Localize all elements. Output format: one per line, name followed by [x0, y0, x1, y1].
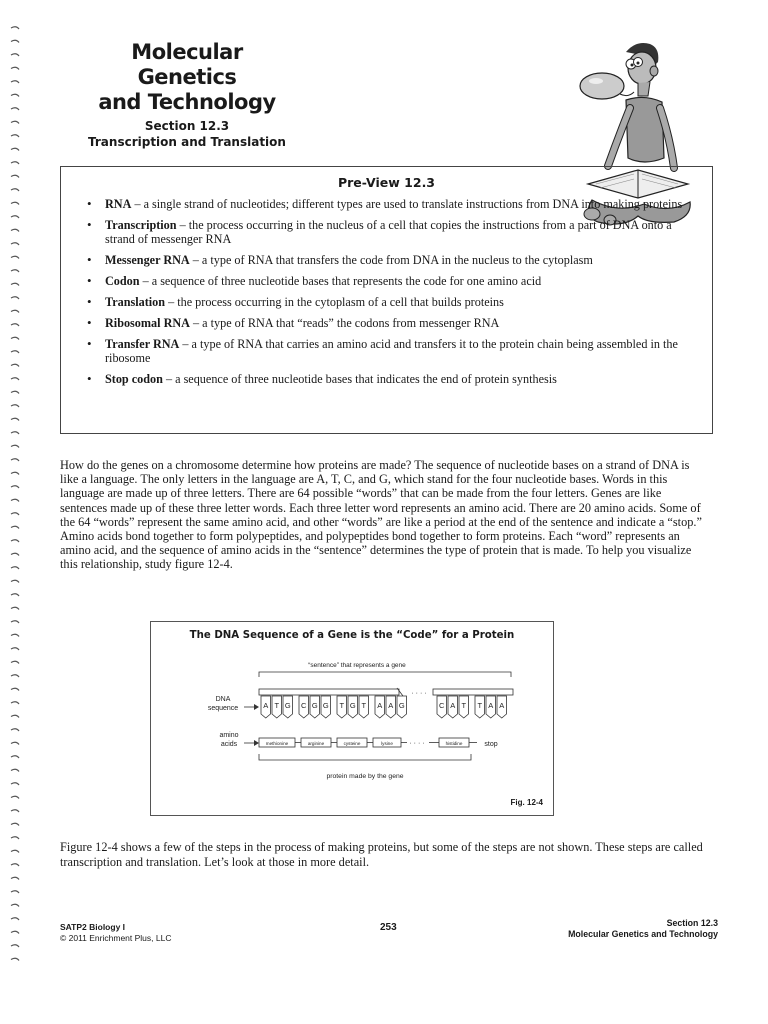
- preview-item-translation: [87, 295, 687, 309]
- definition: – a type of RNA that carries an amino acid and transfers it to the protein chain being assembled in the ribosome: [105, 337, 678, 365]
- spiral-coil: [11, 324, 19, 326]
- spiral-coil: [11, 580, 19, 582]
- dna-base-letter: C: [439, 701, 445, 710]
- preview-item-ribosomal-rna: [87, 316, 687, 330]
- dna-base-letter: T: [461, 701, 467, 710]
- amino-acid-chain: [259, 738, 477, 747]
- preview-item-rna: [87, 197, 687, 211]
- spiral-coil: [11, 715, 19, 717]
- footer-copyright: © 2011 Enrichment Plus, LLC: [60, 933, 172, 943]
- figure-12-4: [150, 621, 554, 816]
- dna-base-letter: T: [274, 701, 280, 710]
- spiral-coil: [11, 54, 19, 56]
- dna-base-letter: A: [450, 701, 456, 710]
- term: Codon: [105, 274, 140, 288]
- amino-arrowhead: [254, 740, 259, 746]
- definition: – a type of RNA that “reads” the codons from messenger RNA: [189, 316, 500, 330]
- sentence-bracket: [259, 672, 511, 677]
- preview-list: [87, 197, 687, 393]
- dna-base-letter: T: [477, 701, 483, 710]
- amino-acid-name: cysteine: [343, 741, 361, 746]
- definition: – a sequence of three nucleotide bases that represents the code for one amino acid: [139, 274, 542, 288]
- term: RNA: [105, 197, 132, 211]
- spiral-coil: [11, 121, 19, 123]
- spiral-coil: [11, 904, 19, 906]
- spiral-coil: [11, 769, 19, 771]
- spiral-coil: [11, 742, 19, 744]
- dna-base-letter: A: [499, 701, 505, 710]
- sentence-label: “sentence” that represents a gene: [308, 662, 406, 669]
- amino-ellipsis: · · · ·: [409, 740, 425, 747]
- dna-base-letter: G: [284, 701, 291, 710]
- spiral-coil: [11, 445, 19, 447]
- definition: – a single strand of nucleotides; different types are used to translate instructions from DNA into making proteins: [131, 197, 683, 211]
- spiral-coil: [11, 432, 19, 434]
- spiral-coil: [11, 243, 19, 245]
- amino-label-line2: acids: [220, 741, 238, 748]
- body-paragraph: How do the genes on a chromosome determine how proteins are made? The sequence of nucleotide bases on a strand of DNA is like a language. The only letters in the language are A, T, C, and G, which stand for the four nucleotide bases. Words in this language are made up of three letters. There are 64 possible “words” that can be made from the four letters. Genes are like sentences made up of these three letter words. Each three letter word represents an amino acid. There are 20 amino acids. Some of the 64 “words” represent the same amino acid, and other “words” are like a period at the end of the sentence and indicate a “stop.” Amino acids bond together to form polypeptides, and polypeptides bond together to form proteins. Each “word” represents an amino acid, and the sequence of amino acids in the “sentence” determines the type of protein that is made. To help you visualize this relationship, study figure 12-4.: [60, 458, 702, 572]
- spiral-coil: [11, 567, 19, 569]
- spiral-coil: [11, 364, 19, 366]
- preview-item-codon: [87, 274, 687, 288]
- spiral-coil: [11, 351, 19, 353]
- spiral-coil: [11, 945, 19, 947]
- spiral-coil: [11, 405, 19, 407]
- title-block: [82, 40, 292, 149]
- spiral-coil: [11, 648, 19, 650]
- spiral-coil: [11, 256, 19, 258]
- preview-item-transcription: [87, 218, 687, 246]
- dna-base-letter: G: [322, 701, 329, 710]
- dna-base-letter: C: [301, 701, 307, 710]
- dna-label-line1: DNA: [215, 696, 231, 703]
- preview-item-transfer-rna: [87, 337, 687, 365]
- amino-acid-name: arginine: [307, 741, 325, 746]
- amino-acid-name: methionine: [265, 741, 289, 746]
- term: Translation: [105, 295, 166, 309]
- stop-label: stop: [484, 741, 498, 748]
- spiral-coil: [11, 40, 19, 42]
- spiral-coil: [11, 283, 19, 285]
- closing-paragraph: Figure 12-4 shows a few of the steps in the process of making proteins, but some of the steps are not shown. These steps are called transcription and translation. Let’s look at those in more detail.: [60, 840, 703, 869]
- spiral-coil: [11, 189, 19, 191]
- dna-base-letter: A: [263, 701, 269, 710]
- amino-label-line1: amino: [219, 732, 239, 739]
- dna-ellipsis: · · · ·: [411, 690, 427, 697]
- dna-base-letter: A: [377, 701, 383, 710]
- spiral-coil: [11, 94, 19, 96]
- preview-heading: Pre-View 12.3: [337, 175, 436, 190]
- spiral-coil: [11, 891, 19, 893]
- protein-bracket: [259, 754, 471, 760]
- definition: – the process occurring in the cytoplasm of a cell that builds proteins: [165, 295, 504, 309]
- spiral-coil: [11, 270, 19, 272]
- spiral-coil: [11, 459, 19, 461]
- spiral-coil: [11, 135, 19, 137]
- spiral-coil: [11, 702, 19, 704]
- dna-base-letter: G: [311, 701, 318, 710]
- term: Ribosomal RNA: [105, 316, 190, 330]
- dna-arrowhead: [254, 704, 259, 710]
- spiral-coil: [11, 621, 19, 623]
- spiral-coil: [11, 391, 19, 393]
- spiral-coil: [11, 661, 19, 663]
- dna-base-letter: T: [339, 701, 345, 710]
- dna-backbone-left: [259, 689, 399, 695]
- spiral-coil: [11, 877, 19, 879]
- spiral-coil: [11, 229, 19, 231]
- figure-caption: Fig. 12-4: [510, 798, 543, 807]
- dna-base-letter: A: [488, 701, 494, 710]
- definition: – a sequence of three nucleotide bases that indicates the end of protein synthesis: [162, 372, 557, 386]
- spiral-coil: [11, 634, 19, 636]
- spiral-coil: [11, 216, 19, 218]
- term: Stop codon: [105, 372, 163, 386]
- spiral-coil: [11, 540, 19, 542]
- page-number: 253: [380, 922, 397, 933]
- spiral-coil: [11, 607, 19, 609]
- spiral-coil: [11, 931, 19, 933]
- definition: – the process occurring in the nucleus of a cell that copies the instructions from a part of DNA onto a strand of messenger RNA: [105, 218, 672, 246]
- footer-right: [568, 918, 718, 940]
- spiral-coil: [11, 27, 19, 29]
- page-title-line1: Molecular Genetics: [131, 40, 243, 89]
- footer-section: Section 12.3: [666, 918, 718, 928]
- dna-bases-left: [261, 696, 407, 718]
- spiral-coil: [11, 162, 19, 164]
- spiral-coil: [11, 499, 19, 501]
- amino-acid-name: lysine: [381, 741, 393, 746]
- spiral-coil: [11, 756, 19, 758]
- spiral-coil: [11, 783, 19, 785]
- dna-backbone-right: [433, 689, 513, 695]
- dna-base-letter: T: [361, 701, 367, 710]
- dna-sequence-diagram: [151, 622, 553, 815]
- spiral-coil: [11, 472, 19, 474]
- spiral-coil: [11, 175, 19, 177]
- preview-item-stop-codon: [87, 372, 687, 386]
- spiral-coil: [11, 958, 19, 960]
- figure-title: The DNA Sequence of a Gene is the “Code” for a Protein: [189, 630, 515, 641]
- definition: – a type of RNA that transfers the code from DNA in the nucleus to the cytoplasm: [189, 253, 593, 267]
- spiral-coil: [11, 675, 19, 677]
- preview-box: [60, 166, 713, 434]
- footer-course: SATP2 Biology I: [60, 922, 126, 932]
- spiral-coil: [11, 729, 19, 731]
- term: Messenger RNA: [105, 253, 190, 267]
- dna-bases-right: [437, 696, 507, 718]
- spiral-coil: [11, 108, 19, 110]
- dna-label-line2: sequence: [207, 705, 239, 712]
- spiral-coil: [11, 864, 19, 866]
- page-title-line2: and Technology: [98, 90, 276, 114]
- spiral-coil: [11, 810, 19, 812]
- spiral-coil: [11, 418, 19, 420]
- spiral-coil: [11, 594, 19, 596]
- spiral-coil: [11, 796, 19, 798]
- footer-chapter-title: Molecular Genetics and Technology: [568, 929, 718, 939]
- spiral-coil: [11, 837, 19, 839]
- section-subtitle: Transcription and Translation: [88, 135, 286, 149]
- protein-label: protein made by the gene: [326, 773, 404, 780]
- spiral-coil: [11, 81, 19, 83]
- spiral-coil: [11, 310, 19, 312]
- spiral-coil: [11, 486, 19, 488]
- spiral-coil: [11, 553, 19, 555]
- spiral-coil: [11, 513, 19, 515]
- spiral-coil: [11, 688, 19, 690]
- spiral-coil: [11, 148, 19, 150]
- spiral-coil: [11, 337, 19, 339]
- dna-base-letter: G: [349, 701, 356, 710]
- spiral-coil: [11, 297, 19, 299]
- section-number: Section 12.3: [144, 119, 230, 133]
- term: Transfer RNA: [105, 337, 180, 351]
- spiral-coil: [11, 850, 19, 852]
- spiral-coil: [11, 526, 19, 528]
- term: Transcription: [105, 218, 177, 232]
- spiral-coil: [11, 67, 19, 69]
- spiral-coil: [11, 918, 19, 920]
- dna-base-letter: G: [398, 701, 405, 710]
- amino-acid-name: histidine: [445, 741, 463, 746]
- preview-item-messenger-rna: [87, 253, 687, 267]
- spiral-coil: [11, 378, 19, 380]
- spiral-binding: [8, 20, 22, 980]
- spiral-coil: [11, 202, 19, 204]
- spiral-coil: [11, 823, 19, 825]
- footer-left: [60, 922, 171, 944]
- dna-base-letter: A: [388, 701, 394, 710]
